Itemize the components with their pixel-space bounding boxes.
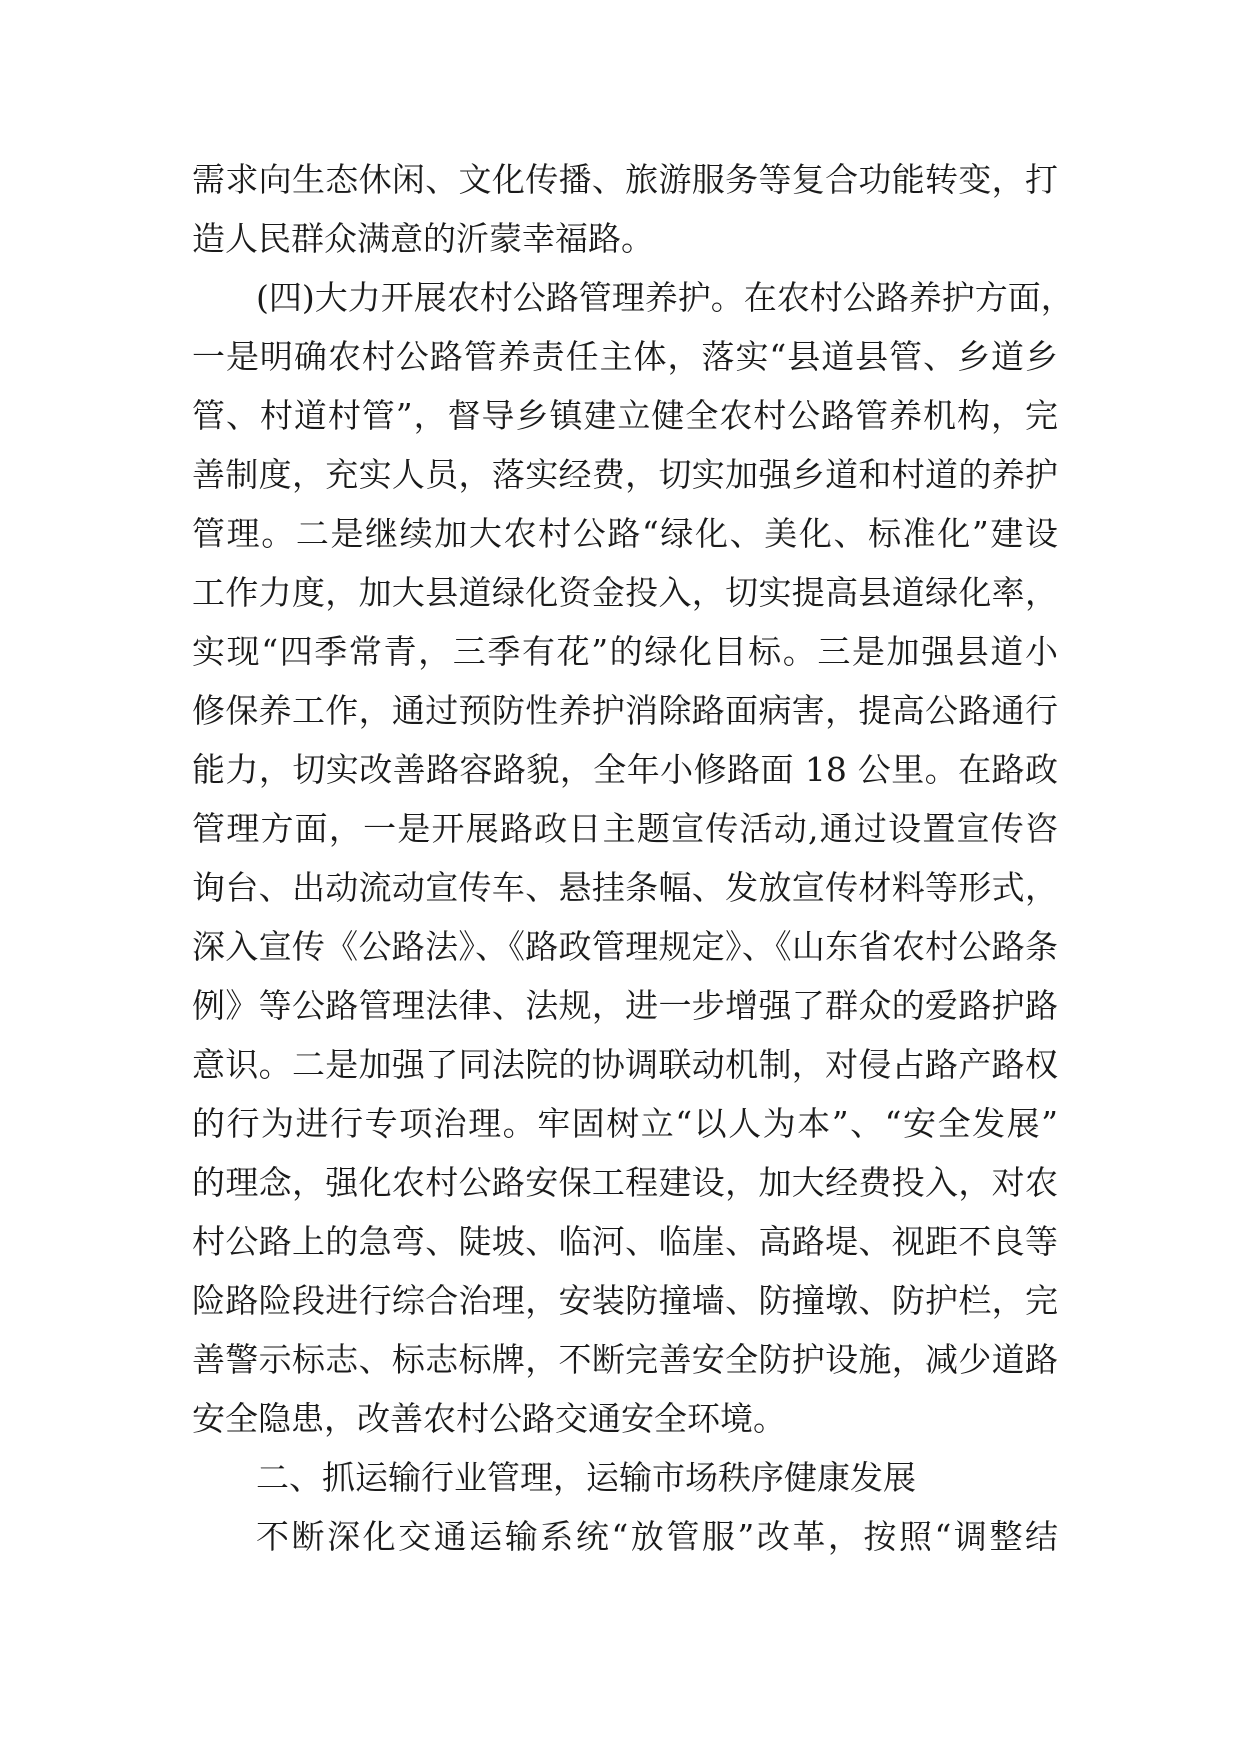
- text-line: 善制度，充实人员，落实经费，切实加强乡道和村道的养护: [192, 455, 1058, 494]
- text-line: 意识。二是加强了同法院的协调联动机制，对侵占路产路权: [192, 1045, 1058, 1084]
- text-line: 工作力度，加大县道绿化资金投入，切实提高县道绿化率，: [192, 573, 1058, 612]
- text-line: 询台、出动流动宣传车、悬挂条幅、发放宣传材料等形式，: [192, 868, 1058, 907]
- text-line: 一是明确农村公路管养责任主体，落实“县道县管、乡道乡: [192, 337, 1058, 376]
- text-line: 安全隐患，改善农村公路交通安全环境。: [192, 1399, 786, 1438]
- text-line: 管、村道村管”，督导乡镇建立健全农村公路管养机构，完: [192, 396, 1058, 435]
- text-line: 管理。二是继续加大农村公路“绿化、美化、标准化”建设: [192, 514, 1058, 553]
- text-line: 造人民群众满意的沂蒙幸福路。: [192, 219, 654, 258]
- body-text: [192, 150, 1074, 1566]
- text-line: 不断深化交通运输系统“放管服”改革，按照“调整结: [256, 1517, 1058, 1556]
- section-heading: 二、抓运输行业管理，运输市场秩序健康发展: [256, 1458, 916, 1497]
- text-line: 深入宣传《公路法》、《路政管理规定》、《山东省农村公路条: [192, 927, 1058, 966]
- text-line: 管理方面，一是开展路政日主题宣传活动,通过设置宣传咨: [192, 809, 1058, 848]
- text-line: 的行为进行专项治理。牢固树立“以人为本”、“安全发展”: [192, 1104, 1058, 1143]
- text-line: 例》等公路管理法律、法规，进一步增强了群众的爱路护路: [192, 986, 1058, 1025]
- text-line: 险路险段进行综合治理，安装防撞墙、防撞墩、防护栏，完: [192, 1281, 1058, 1320]
- text-line: 修保养工作，通过预防性养护消除路面病害，提高公路通行: [192, 691, 1058, 730]
- paragraph-heading-line: (四)大力开展农村公路管理养护。在农村公路养护方面，: [256, 278, 1074, 317]
- text-line: 能力，切实改善路容路貌，全年小修路面 18 公里。在路政: [192, 750, 1058, 789]
- text-line: 需求向生态休闲、文化传播、旅游服务等复合功能转变，打: [192, 160, 1058, 199]
- text-line: 的理念，强化农村公路安保工程建设，加大经费投入，对农: [192, 1163, 1058, 1202]
- text-line: 村公路上的急弯、陡坡、临河、临崖、高路堤、视距不良等: [192, 1222, 1058, 1261]
- text-line: 善警示标志、标志标牌，不断完善安全防护设施，减少道路: [192, 1340, 1058, 1379]
- text-line: 实现“四季常青，三季有花”的绿化目标。三是加强县道小: [192, 632, 1058, 671]
